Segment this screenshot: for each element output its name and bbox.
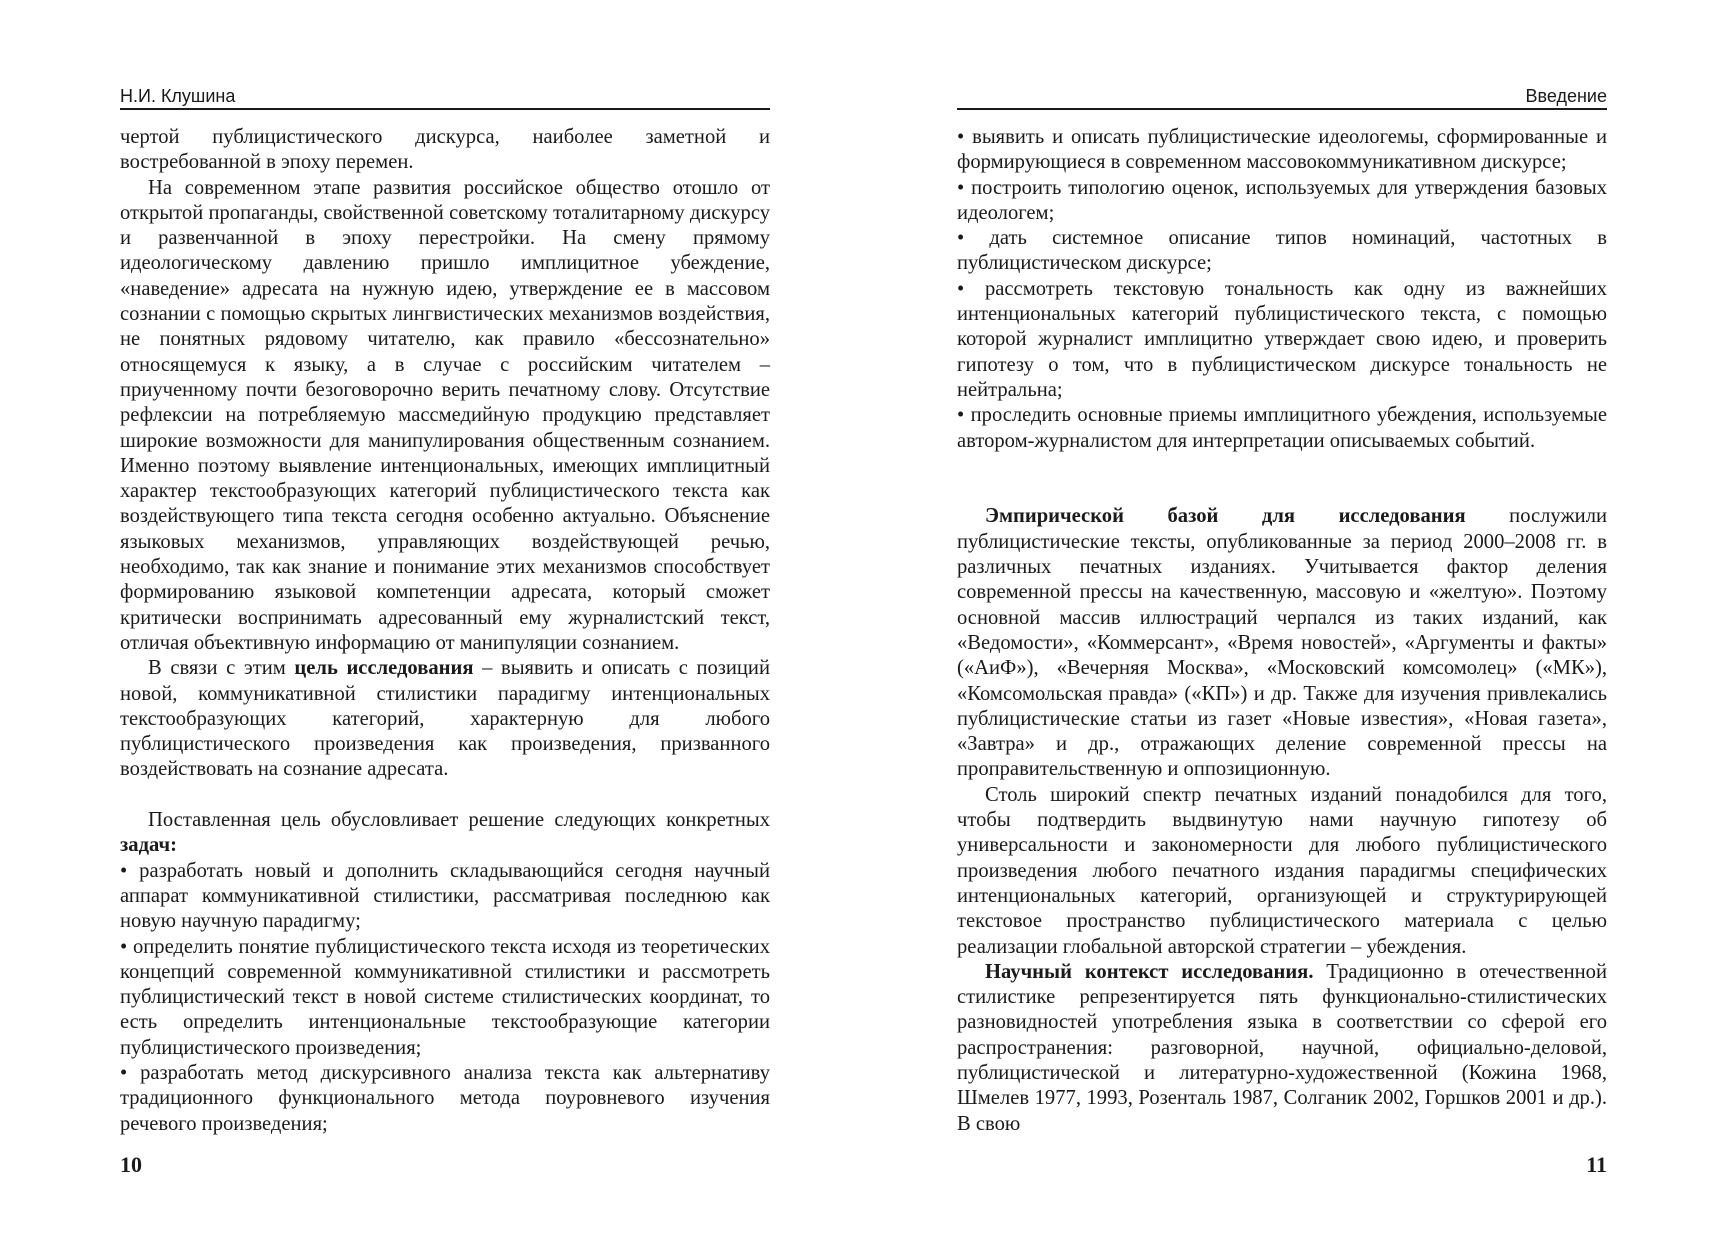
paragraph: чертой публицистического дискурса, наиболее заметной и востребованной в эпоху перемен. [120,126,770,174]
page-number: 11 [1586,1152,1607,1177]
paragraph-tasks-intro: Поставленная цель обусловливает решение следующих конкретных задач: [120,809,770,857]
list-item: • рассмотреть текстовую тональность как одну из важнейших интенциональных категорий публицистического текста, с помощью которой журналист имплицитно утверждает свою идею, и проверить гипотезу о том, что в публицистическом дискурсе тональность не нейтральна; [957,277,1607,403]
left-page-body [120,125,770,1137]
spacer [957,454,1607,479]
right-page-body [957,125,1607,1137]
term-research-goal: цель исследования [294,657,474,680]
term-tasks: задач: [120,834,177,857]
list-item: • выявить и описать публицистические идеологемы, сформированные и формирующиеся в современном массовокоммуникативном дискурсе; [957,125,1607,176]
paragraph-empirical-base: Эмпирической базой для исследования послужили публицистические тексты, опубликованные за период 2000–2008 гг. в различных печатных изданиях. Учитывается фактор деления современной прессы на качественную, массовую и «желтую». Поэтому основной массив иллюстраций черпался из таких изданий, как «Ведомости», «Коммерсант», «Время новостей», «Аргументы и факты» («АиФ»), «Вечерняя Москва», «Московский комсомолец» («МК»), «Комсомольская правда» («КП») и др. Также для изучения привлекались публицистические статьи из газет «Новые известия», «Новая газета», «Завтра» и др., отражающих деление современной прессы на проправительственную и оппозиционную. [957,505,1607,781]
term-scientific-context: Научный контекст исследования. [985,960,1314,983]
spacer [957,479,1607,504]
list-item: • разработать новый и дополнить складывающийся сегодня научный аппарат коммуникативной стилистики, рассматривая последнюю как новую научную парадигму; [120,859,770,935]
list-item: • дать системное описание типов номинаций, частотных в публицистическом дискурсе; [957,226,1607,277]
list-item: • построить типологию оценок, используемых для утверждения базовых идеологем; [957,176,1607,227]
paragraph-research-goal: В связи с этим цель исследования – выявить и описать с позиций новой, коммуникативной стилистики парадигму интенциональных текстообразующих категорий, характерную для любого публицистического произведения как произведения, призванного воздействовать на сознание адресата. [120,657,770,781]
running-head-chapter: Введение [957,84,1607,110]
right-page [957,0,1607,1241]
paragraph: Столь широкий спектр печатных изданий понадобился для того, чтобы подтвердить выдвинутую нами научную гипотезу об универсальности и закономерности для любого публицистического произведения любого печатного издания парадигмы специфических интенциональных категорий, организующей и структурирующей текстовое пространство публицистического материала с целью реализации глобальной авторской стратегии – убеждения. [957,783,1607,958]
paragraph-scientific-context: Научный контекст исследования. Традиционно в отечественной стилистике репрезентируется пять функционально-стилистических разновидностей употребления языка в соответствии со сферой его распространения: разговорной, научной, официально-деловой, публицистической и литературно-художественной (Кожина 1968, Шмелев 1977, 1993, Розенталь 1987, Солганик 2002, Горшков 2001 и др.). В свою [957,960,1608,1135]
running-head-author: Н.И. Клушина [120,84,770,110]
paragraph: На современном этапе развития российское общество отошло от открытой пропаганды, свойственной советскому тоталитарному дискурсу и развенчанной в эпоху перестройки. На смену прямому идеологическому давлению пришло имплицитное убеждение, «наведение» адресата на нужную идею, утверждение ее в массовом сознании с помощью скрытых лингвистических механизмов воздействия, не понятных рядовому читателю, как правило «бессознательно» относящемуся к языку, а в случае с российским читателем – приученному почти безоговорочно верить печатному слову. Отсутствие рефлексии на потребляемую массмедийную продукцию представляет широкие возможности для манипулирования общественным сознанием. Именно поэтому выявление интенциональных, имеющих имплицитный характер текстообразующих категорий публицистического текста как воздействующего типа текста сегодня особенно актуально. Объяснение языковых механизмов, управляющих воздействующей речью, необходимо, так как знание и понимание этих механизмов способствует формированию языковой компетенции адресата, который сможет критически воспринимать адресованный ему журналистский текст, отличая объективную информацию от манипуляции сознанием. [120,176,770,654]
left-page [120,0,770,1241]
term-empirical-base: Эмпирической базой для исследования [985,505,1466,528]
list-item: • проследить основные приемы имплицитного убеждения, используемые автором-журналистом для интерпретации описываемых событий. [957,403,1607,454]
page-number: 10 [120,1152,142,1177]
spacer [120,783,770,808]
list-item: • разработать метод дискурсивного анализа текста как альтернативу традиционного функционального метода поуровневого изучения речевого произведения; [120,1061,770,1137]
list-item: • определить понятие публицистического текста исходя из теоретических концепций современной коммуникативной стилистики и рассмотреть публицистический текст в новой системе стилистических координат, то есть определить интенциональные текстообразующие категории публицистического произведения; [120,935,770,1061]
